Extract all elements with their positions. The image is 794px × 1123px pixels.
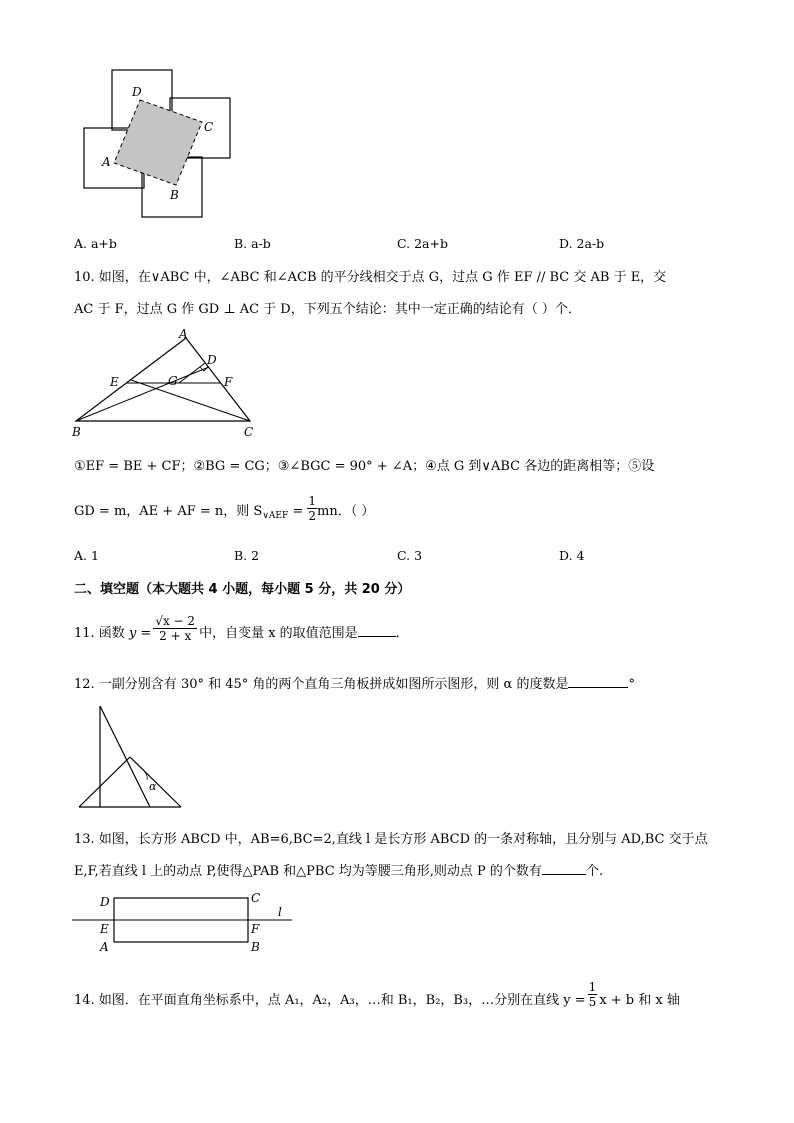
triangle45-left [79,757,130,807]
label-b: B [72,425,81,439]
label-g: G [168,374,178,388]
q14 [74,980,680,1016]
label-b: B [251,940,260,954]
stmt2-part-a: GD = m，AE + AF = n，则 S [74,504,263,519]
q10-line2: AC 于 F，过点 G 作 GD ⊥ AC 于 D，下列五个结论：其中一定正确的结论有（ ）个． [74,302,581,317]
q11-y: y = [128,626,152,641]
label-f: F [224,375,233,389]
q10-line1: 10. 如图，在∨ABC 中，∠ABC 和∠ACB 的平分线相交于点 G，过点 G 作 EF // BC 交 AB 于 E，交 [74,270,667,285]
frac-den: 2 [308,509,317,523]
label-d: D [207,353,217,367]
label-e: E [110,375,119,389]
q12 [74,673,635,692]
hypotenuse-30 [100,706,150,807]
label-e: E [100,922,109,936]
q11-num: √x − 2 [155,614,196,628]
label-l: l [278,905,282,919]
q10-option-a: A. 1 [74,548,99,563]
q14-fraction [588,980,598,1009]
q10-option-c: C. 3 [397,548,423,563]
label-c: C [244,425,254,439]
q9-option-d: D. 2a-b [559,236,605,251]
q10-statements-1: ①EF = BE + CF；②BG = CG；③∠BGC = 90° + ∠A；④点 G 到∨ABC 各边的距离相等；⑤设 [74,459,655,474]
q14-frac-num: 1 [588,980,597,994]
q12-end: ° [628,677,635,692]
q14-text: 14. 如图．在平面直角坐标系中，点 A₁，A₂，A₃，…和 B₁，B₂，B₃，…分别在直线 y = [74,993,586,1008]
q10-option-b: B. 2 [234,548,260,563]
q14-frac-den: 5 [588,995,597,1009]
q10-option-d: D. 4 [559,548,585,563]
label-d: D [100,895,110,909]
q11-prefix: 11. 函数 [74,626,125,641]
label-b: B [170,188,179,202]
q9-option-c: C. 2a+b [397,236,448,251]
fraction-half [307,494,317,523]
label-a: A [102,155,111,169]
q12-figure [76,702,186,812]
alpha-arc [144,771,147,780]
q13-figure [68,888,298,958]
q13-end: 个. [585,864,604,879]
q9-option-b: B. a-b [234,236,271,251]
shaded-square [114,100,202,185]
q9-figure [80,65,240,220]
q11-end: ． [395,626,409,641]
label-alpha: α [149,780,157,793]
section-2-heading: 二、填空题（本大题共 4 小题，每小题 5 分，共 20 分） [74,582,411,597]
stmt2-part-c: mn．（ ） [317,504,375,519]
q13-line2-text: E,F,若直线 l 上的动点 P,使得△PAB 和△PBC 均为等腰三角形,则动点 P 的个数有 [74,864,542,879]
label-f: F [251,922,260,936]
label-a: A [100,940,109,954]
label-c: C [251,891,261,905]
q14-end: x + b 和 x 轴 [599,993,680,1008]
q11 [74,614,409,650]
stmt2-subscript: ∨AEF [262,511,289,521]
q13-answer-blank[interactable] [542,874,586,875]
frac-num: 1 [308,494,317,508]
label-a: A [179,327,188,341]
stmt2-equals: = [288,504,308,519]
line-gd [179,363,205,383]
q11-answer-blank[interactable] [358,636,396,637]
label-d: D [132,85,142,99]
q12-text: 12. 一副分别含有 30° 和 45° 角的两个直角三角板拼成如图所示图形，则 α 的度数是 [74,677,569,692]
q13-line1: 13. 如图，长方形 ABCD 中，AB=6,BC=2,直线 l 是长方形 ABCD 的一条对称轴，且分别与 AD,BC 交于点 [74,832,708,847]
q9-option-a: A. a+b [74,236,117,251]
q12-answer-blank[interactable] [568,687,628,688]
q11-den: 2 + x [159,629,192,643]
q11-fraction [153,614,197,643]
label-c: C [204,120,214,134]
q10-figure [68,326,268,441]
q11-suffix: 中，自变量 x 的取值范围是 [199,626,358,641]
q13-line2 [74,860,603,879]
q10-statements-2 [74,494,374,524]
